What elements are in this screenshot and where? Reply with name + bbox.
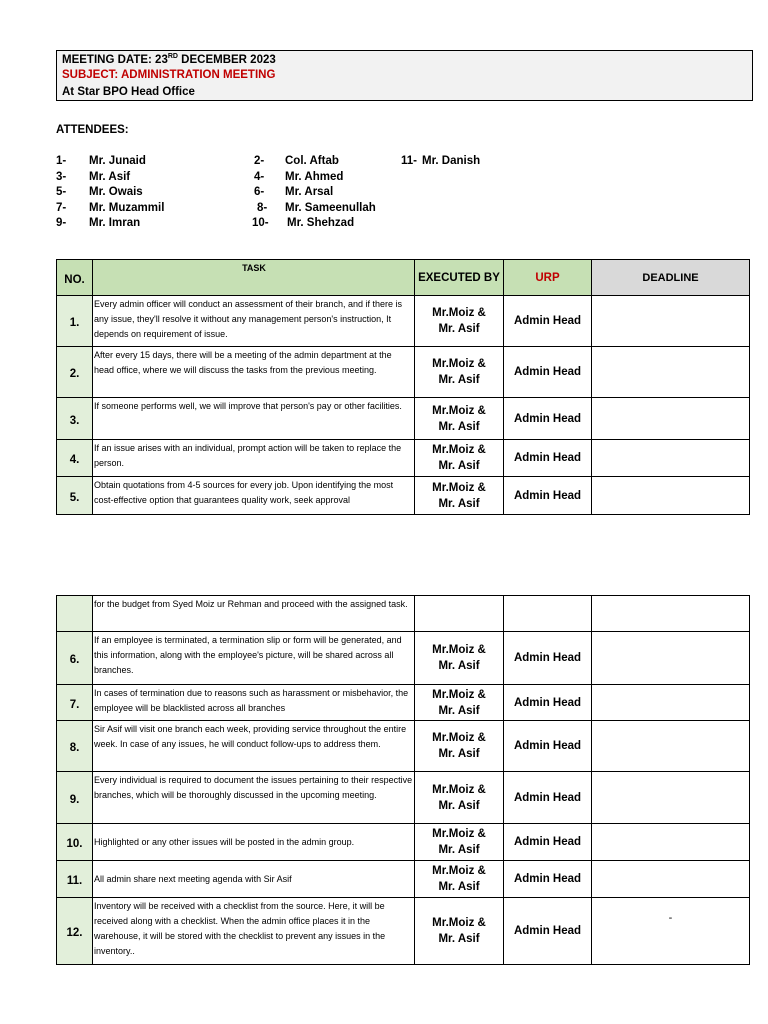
row-deadline xyxy=(592,347,750,398)
col-header-urp: URP xyxy=(504,260,592,296)
row-urp: Admin Head xyxy=(504,440,592,477)
row-task: In cases of termination due to reasons such as harassment or misbehavior, the employee will be blacklisted across all branches xyxy=(93,685,415,721)
table-row xyxy=(57,685,750,721)
meeting-location: At Star BPO Head Office xyxy=(62,86,195,98)
row-executed-by: Mr.Moiz & Mr. Asif xyxy=(415,440,504,477)
row-number: 8. xyxy=(57,721,93,772)
row-task: Highlighted or any other issues will be posted in the admin group. xyxy=(93,824,415,861)
attendees-label: ATTENDEES: xyxy=(56,124,129,136)
table-row xyxy=(57,477,750,515)
table-row xyxy=(57,772,750,824)
table-row xyxy=(57,296,750,347)
table-row xyxy=(57,721,750,772)
attendee-name: Mr. Asif xyxy=(89,171,131,183)
row-task: Sir Asif will visit one branch each week, providing service throughout the entire week. In case of any issues, he will conduct follow-ups to address them. xyxy=(93,721,415,772)
table-row xyxy=(57,824,750,861)
attendee-number: 4- xyxy=(254,171,265,183)
row-deadline xyxy=(592,632,750,685)
row-executed-by: Mr.Moiz & Mr. Asif xyxy=(415,685,504,721)
row-number: 6. xyxy=(57,632,93,685)
attendee-name: Mr. Owais xyxy=(89,186,143,198)
table-row xyxy=(57,347,750,398)
attendee-name: Mr. Muzammil xyxy=(89,202,165,214)
attendee-name: Mr. Ahmed xyxy=(285,171,344,183)
task-table-continued xyxy=(56,595,750,965)
row-urp: Admin Head xyxy=(504,772,592,824)
row-task: All admin share next meeting agenda with Sir Asif xyxy=(93,861,415,898)
col-header-no: NO. xyxy=(57,260,93,296)
row-number: 3. xyxy=(57,398,93,440)
row-deadline xyxy=(592,772,750,824)
table-row-continuation xyxy=(57,596,750,632)
row-deadline xyxy=(592,440,750,477)
row-executed-by: Mr.Moiz & Mr. Asif xyxy=(415,824,504,861)
attendee-name: Mr. Sameenullah xyxy=(285,202,376,214)
attendee-number: 6- xyxy=(254,186,265,198)
attendee-number: 8- xyxy=(257,202,268,214)
row-number xyxy=(57,596,93,632)
row-urp: Admin Head xyxy=(504,398,592,440)
row-executed-by xyxy=(415,596,504,632)
col-header-executed-by: EXECUTED BY xyxy=(415,260,504,296)
row-task: Every admin officer will conduct an assessment of their branch, and if there is any issue, they'll resolve it without any management person's instruction, It depends on requirement of issue. xyxy=(93,296,415,347)
attendee-number: 3- xyxy=(56,171,67,183)
table-header-row xyxy=(57,260,750,296)
row-executed-by: Mr.Moiz & Mr. Asif xyxy=(415,632,504,685)
table-row xyxy=(57,398,750,440)
row-executed-by: Mr.Moiz & Mr. Asif xyxy=(415,347,504,398)
attendee-name: Col. Aftab xyxy=(285,155,339,167)
row-executed-by: Mr.Moiz & Mr. Asif xyxy=(415,398,504,440)
attendee-number: 9- xyxy=(56,217,67,229)
meeting-date: MEETING DATE: 23RD DECEMBER 2023 xyxy=(62,53,276,66)
row-urp: Admin Head xyxy=(504,898,592,965)
row-task: If an issue arises with an individual, prompt action will be taken to replace the person. xyxy=(93,440,415,477)
row-urp: Admin Head xyxy=(504,347,592,398)
row-urp: Admin Head xyxy=(504,632,592,685)
table-row xyxy=(57,861,750,898)
row-task-continuation: for the budget from Syed Moiz ur Rehman and proceed with the assigned task. xyxy=(93,596,415,632)
row-urp: Admin Head xyxy=(504,296,592,347)
row-executed-by: Mr.Moiz & Mr. Asif xyxy=(415,477,504,515)
attendee-number: 10- xyxy=(252,217,269,229)
attendee-name: Mr. Junaid xyxy=(89,155,146,167)
row-urp xyxy=(504,596,592,632)
row-executed-by: Mr.Moiz & Mr. Asif xyxy=(415,861,504,898)
row-deadline xyxy=(592,596,750,632)
attendee-number: 7- xyxy=(56,202,67,214)
task-table xyxy=(56,259,750,515)
attendee-name: Mr. Shehzad xyxy=(287,217,355,229)
table-row xyxy=(57,440,750,477)
row-task: If an employee is terminated, a termination slip or form will be generated, and this information, along with the employee's picture, will be shared across all branches. xyxy=(93,632,415,685)
row-number: 4. xyxy=(57,440,93,477)
row-deadline: - xyxy=(592,898,750,965)
row-number: 7. xyxy=(57,685,93,721)
row-deadline xyxy=(592,721,750,772)
attendee-name: Mr. Arsal xyxy=(285,186,334,198)
row-deadline xyxy=(592,824,750,861)
row-number: 12. xyxy=(57,898,93,965)
row-executed-by: Mr.Moiz & Mr. Asif xyxy=(415,296,504,347)
row-deadline xyxy=(592,685,750,721)
row-task: After every 15 days, there will be a meeting of the admin department at the head office, where we will discuss the tasks from the previous meeting. xyxy=(93,347,415,398)
row-number: 10. xyxy=(57,824,93,861)
row-number: 9. xyxy=(57,772,93,824)
row-number: 2. xyxy=(57,347,93,398)
attendee-number: 5- xyxy=(56,186,67,198)
attendee-number: 2- xyxy=(254,155,265,167)
row-executed-by: Mr.Moiz & Mr. Asif xyxy=(415,772,504,824)
row-number: 5. xyxy=(57,477,93,515)
col-header-task: TASK xyxy=(93,260,415,296)
row-deadline xyxy=(592,398,750,440)
row-urp: Admin Head xyxy=(504,477,592,515)
attendee-number: 1- xyxy=(56,155,67,167)
row-number: 1. xyxy=(57,296,93,347)
meeting-subject: SUBJECT: ADMINISTRATION MEETING xyxy=(62,69,276,81)
row-urp: Admin Head xyxy=(504,721,592,772)
attendee-number: 11- xyxy=(401,155,417,167)
row-urp: Admin Head xyxy=(504,824,592,861)
meeting-header xyxy=(56,50,753,101)
row-executed-by: Mr.Moiz & Mr. Asif xyxy=(415,721,504,772)
row-task: Inventory will be received with a checklist from the source. Here, it will be received along with a checklist. When the admin office places it in the warehouse, it will be stored with the checklist to prevent any issues in the inventory.. xyxy=(93,898,415,965)
row-deadline xyxy=(592,861,750,898)
row-urp: Admin Head xyxy=(504,861,592,898)
row-number: 11. xyxy=(57,861,93,898)
table-row xyxy=(57,898,750,965)
row-task: If someone performs well, we will improve that person's pay or other facilities. xyxy=(93,398,415,440)
attendee-name: Mr. Imran xyxy=(89,217,141,229)
row-urp: Admin Head xyxy=(504,685,592,721)
row-deadline xyxy=(592,477,750,515)
table-row xyxy=(57,632,750,685)
row-executed-by: Mr.Moiz & Mr. Asif xyxy=(415,898,504,965)
col-header-deadline: DEADLINE xyxy=(592,260,750,296)
row-task: Every individual is required to document the issues pertaining to their respective branches, which will be thoroughly discussed in the upcoming meeting. xyxy=(93,772,415,824)
attendee-name: Mr. Danish xyxy=(422,155,481,167)
row-task: Obtain quotations from 4-5 sources for every job. Upon identifying the most cost-effective option that guarantees quality work, seek approval xyxy=(93,477,415,515)
row-deadline xyxy=(592,296,750,347)
